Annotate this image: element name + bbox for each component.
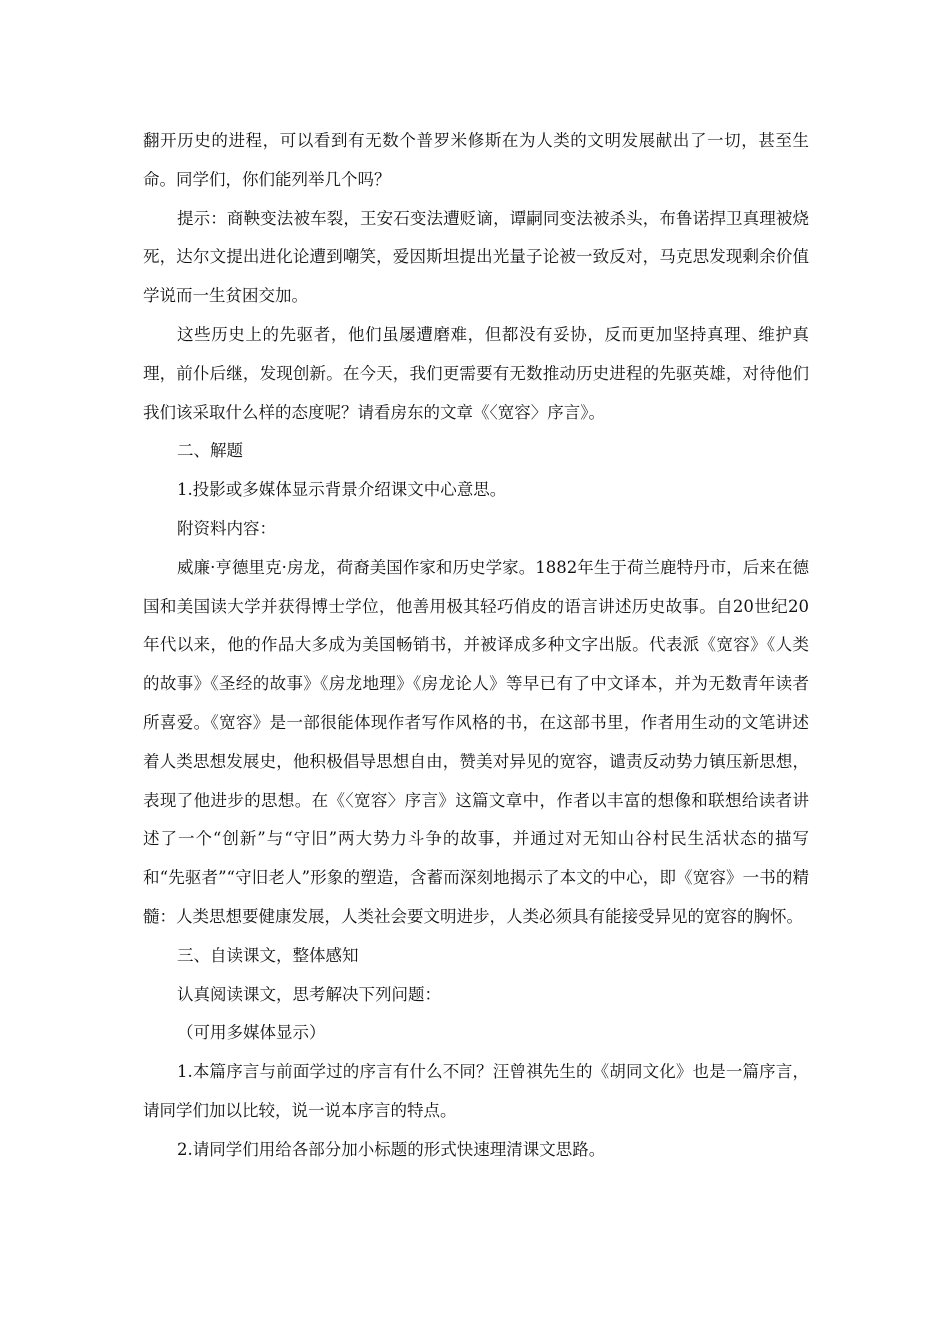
document-body bbox=[143, 122, 809, 1170]
section-heading-3: 三、自读课文，整体感知 bbox=[177, 945, 359, 965]
section-heading-2: 二、解题 bbox=[177, 441, 243, 461]
paragraph-hint: 提示：商鞅变法被车裂，王安石变法遭贬谪，谭嗣同变法被杀头，布鲁诺捍卫真理被烧死，达尔文提出进化论遭到嘲笑，爱因斯坦提出光量子论被一致反对，马克思发现剩余价值学说而一生贫困交加。 bbox=[143, 208, 809, 306]
paragraph-intro: 翻开历史的进程，可以看到有无数个普罗米修斯在为人类的文明发展献出了一切，甚至生命。同学们，你们能列举几个吗？ bbox=[143, 131, 809, 189]
paragraph-author-bio: 威廉·亨德里克·房龙，荷裔美国作家和历史学家。1882年生于荷兰鹿特丹市，后来在德国和美国读大学并获得博士学位，他善用极其轻巧俏皮的语言讲述历史故事。自20世纪20年代以来，他的作品大多成为美国畅销书，并被译成多种文字出版。代表派《宽容》《人类的故事》《圣经的故事》《房龙地理》《房龙论人》等早已有了中文译本，并为无数青年读者所喜爱。《宽容》是一部很能体现作者写作风格的书，在这部书里，作者用生动的文笔讲述着人类思想发展史，他积极倡导思想自由，赞美对异见的宽容，谴责反动势力镇压新思想，表现了他进步的思想。在《〈宽容〉序言》这篇文章中，作者以丰富的想像和联想给读者讲述了一个“创新”与“守旧”两大势力斗争的故事，并通过对无知山谷村民生活状态的描写和“先驱者”“守旧老人”形象的塑造，含蓄而深刻地揭示了本文的中心，即《宽容》一书的精髓：人类思想要健康发展，人类社会要文明进步，人类必须具有能接受异见的宽容的胸怀。 bbox=[143, 557, 809, 926]
paragraph-pioneers: 这些历史上的先驱者，他们虽屡遭磨难，但都没有妥协，反而更加坚持真理、维护真理，前仆后继，发现创新。在今天，我们更需要有无数推动历史进程的先驱英雄，对待他们我们该采取什么样的态度呢？请看房东的文章《〈宽容〉序言》。 bbox=[143, 324, 809, 422]
paragraph-item-1: 1.投影或多媒体显示背景介绍课文中心意思。 bbox=[177, 480, 507, 500]
paragraph-question-2: 2.请同学们用给各部分加小标题的形式快速理清课文思路。 bbox=[177, 1139, 606, 1159]
paragraph-multimedia-note: （可用多媒体显示） bbox=[177, 1023, 326, 1043]
paragraph-reading-task: 认真阅读课文，思考解决下列问题： bbox=[177, 984, 441, 1004]
paragraph-question-1: 1.本篇序言与前面学过的序言有什么不同？汪曾祺先生的《胡同文化》也是一篇序言，请同学们加以比较，说一说本序言的特点。 bbox=[143, 1062, 809, 1120]
paragraph-attachment-label: 附资料内容： bbox=[177, 518, 276, 538]
